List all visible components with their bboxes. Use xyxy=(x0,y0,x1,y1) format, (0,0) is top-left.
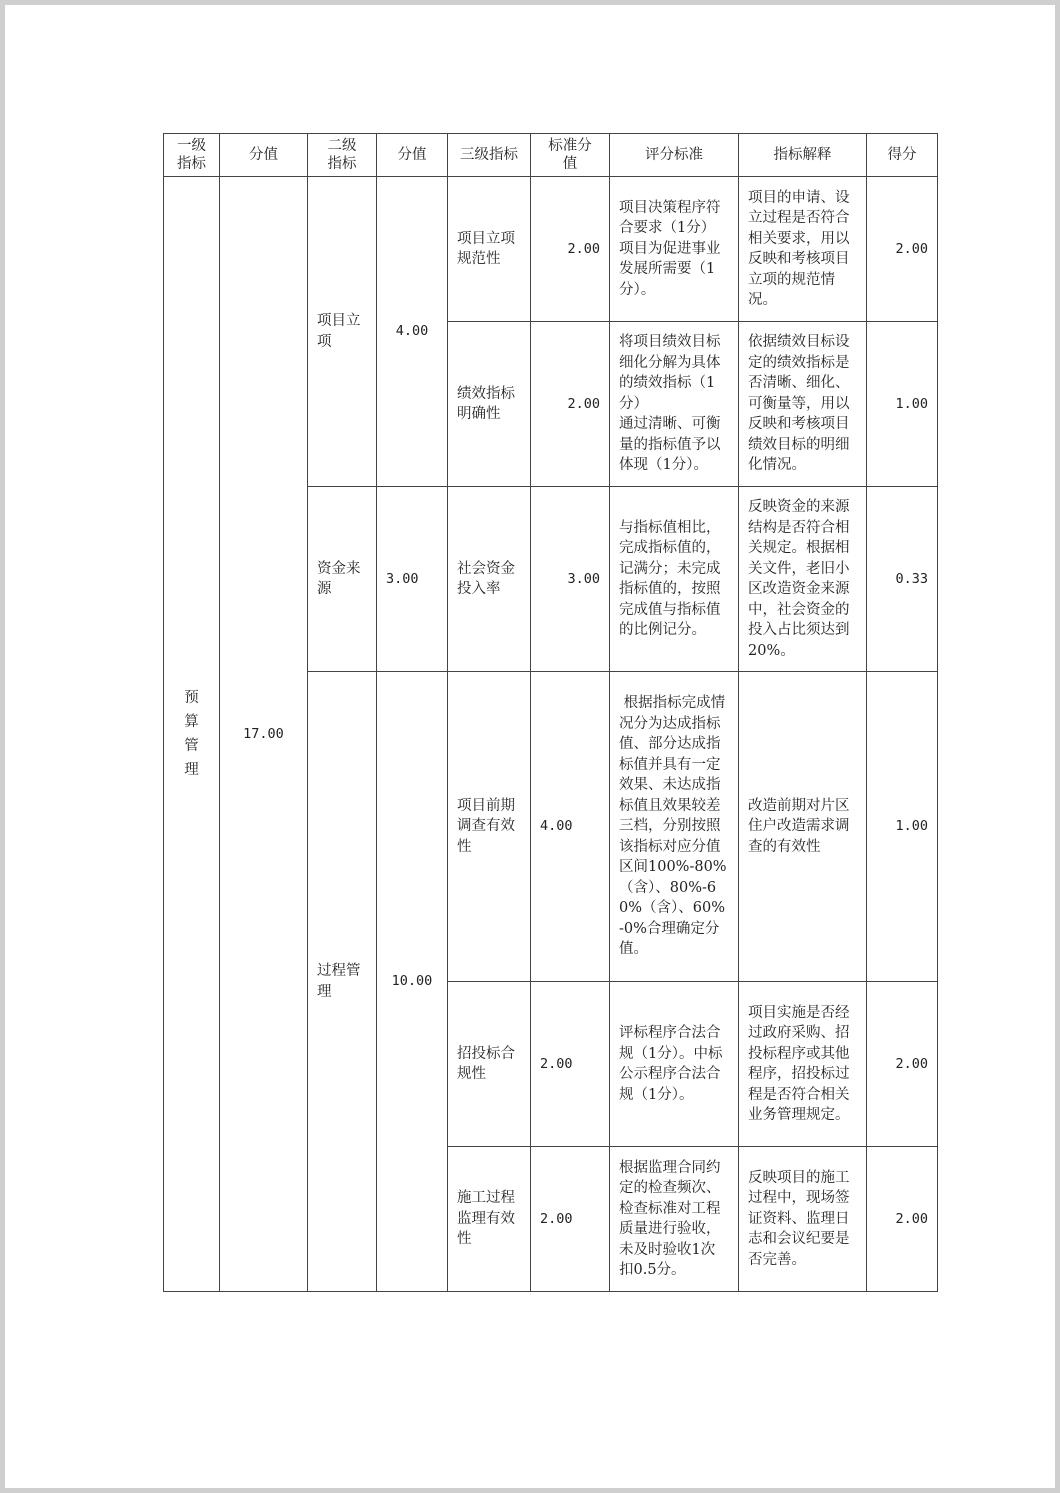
standard-score: 2.00 xyxy=(531,177,610,322)
document-page xyxy=(5,5,1055,1488)
level2-score: 10.00 xyxy=(377,672,448,1292)
scoring-criteria: 根据监理合同约定的检查频次、检查标准对工程质量进行验收，未及时验收1次扣0.5分。 xyxy=(610,1147,739,1292)
level3-name: 绩效指标明确性 xyxy=(448,322,531,487)
standard-score: 3.00 xyxy=(531,487,610,672)
scoring-criteria: 根据指标完成情况分为达成指标值、部分达成指标值并具有一定效果、未达成指标值且效果较差三档，分别按照该指标对应分值区间100%-80%（含）、80%-60%（含）、60%-0%合理确定分值。 xyxy=(610,672,739,982)
level2-name: 过程管理 xyxy=(308,672,377,1292)
level3-name: 项目前期调查有效性 xyxy=(448,672,531,982)
indicator-explanation: 反映资金的来源结构是否符合相关规定。根据相关文件，老旧小区改造资金来源中，社会资金的投入占比须达到20%。 xyxy=(739,487,867,672)
header-row xyxy=(164,134,938,177)
level1-name: 预算管理 xyxy=(184,690,199,778)
result-score: 2.00 xyxy=(867,982,938,1147)
level2-name: 项目立项 xyxy=(308,177,377,487)
performance-evaluation-table xyxy=(163,133,938,1292)
header-level1: 一级 指标 xyxy=(164,134,220,177)
level2-score: 3.00 xyxy=(377,487,448,672)
indicator-explanation: 项目实施是否经过政府采购、招投标程序或其他程序，招投标过程是否符合相关业务管理规定。 xyxy=(739,982,867,1147)
header-level1-score: 分值 xyxy=(220,134,308,177)
header-criteria: 评分标准 xyxy=(610,134,739,177)
table-row xyxy=(164,177,938,322)
indicator-explanation: 反映项目的施工过程中，现场签证资料、监理日志和会议纪要是否完善。 xyxy=(739,1147,867,1292)
header-level2: 二级 指标 xyxy=(308,134,377,177)
level2-score: 4.00 xyxy=(377,177,448,487)
level1-score: 17.00 xyxy=(220,177,308,1292)
indicator-explanation: 依据绩效目标设定的绩效指标是否清晰、细化、可衡量等，用以反映和考核项目绩效目标的明细化情况。 xyxy=(739,322,867,487)
standard-score: 2.00 xyxy=(531,982,610,1147)
indicator-explanation: 项目的申请、设立过程是否符合相关要求，用以反映和考核项目立项的规范情况。 xyxy=(739,177,867,322)
scoring-criteria: 评标程序合法合规（1分）。中标公示程序合法合规（1分）。 xyxy=(610,982,739,1147)
level3-name: 施工过程监理有效性 xyxy=(448,1147,531,1292)
header-explanation: 指标解释 xyxy=(739,134,867,177)
indicator-explanation: 改造前期对片区住户改造需求调查的有效性 xyxy=(739,672,867,982)
level3-name: 项目立项规范性 xyxy=(448,177,531,322)
scoring-criteria: 将项目绩效目标细化分解为具体的绩效指标（1分） 通过清晰、可衡量的指标值予以体现（1分）。 xyxy=(610,322,739,487)
scoring-criteria: 项目决策程序符合要求（1分） 项目为促进事业发展所需要（1分）。 xyxy=(610,177,739,322)
standard-score: 2.00 xyxy=(531,1147,610,1292)
header-standard-score: 标准分 值 xyxy=(531,134,610,177)
header-level2-score: 分值 xyxy=(377,134,448,177)
standard-score: 2.00 xyxy=(531,322,610,487)
level3-name: 招投标合规性 xyxy=(448,982,531,1147)
scoring-criteria: 与指标值相比，完成指标值的，记满分；未完成指标值的，按照完成值与指标值的比例记分。 xyxy=(610,487,739,672)
result-score: 0.33 xyxy=(867,487,938,672)
result-score: 1.00 xyxy=(867,322,938,487)
header-level3: 三级指标 xyxy=(448,134,531,177)
result-score: 1.00 xyxy=(867,672,938,982)
level1-name-cell xyxy=(164,177,220,1292)
level2-name: 资金来源 xyxy=(308,487,377,672)
header-result: 得分 xyxy=(867,134,938,177)
level3-name: 社会资金投入率 xyxy=(448,487,531,672)
result-score: 2.00 xyxy=(867,1147,938,1292)
standard-score: 4.00 xyxy=(531,672,610,982)
result-score: 2.00 xyxy=(867,177,938,322)
